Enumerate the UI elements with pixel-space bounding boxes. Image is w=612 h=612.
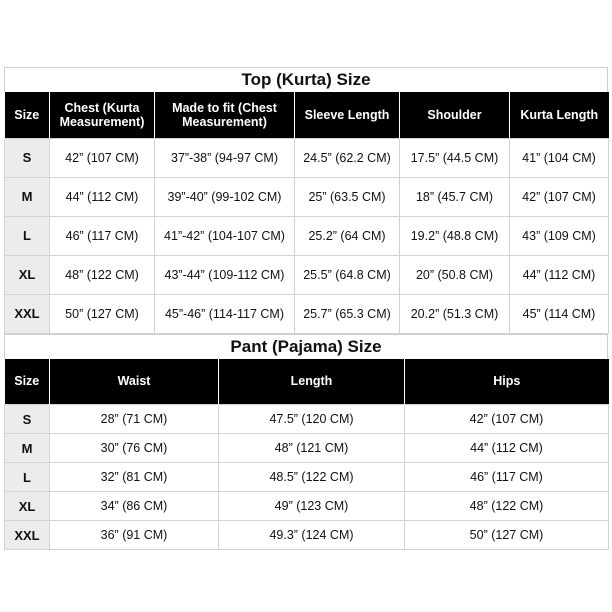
table-row	[5, 521, 609, 550]
size-chart	[4, 67, 608, 550]
measurement-cell: 43”-44” (109-112 CM)	[155, 255, 295, 294]
measurement-cell: 24.5” (62.2 CM)	[295, 138, 400, 177]
measurement-cell: 47.5” (120 CM)	[219, 405, 405, 434]
size-label-cell: L	[5, 463, 50, 492]
measurement-cell: 48.5” (122 CM)	[219, 463, 405, 492]
measurement-cell: 42” (107 CM)	[405, 405, 609, 434]
measurement-cell: 50” (127 CM)	[50, 294, 155, 333]
measurement-cell: 20” (50.8 CM)	[400, 255, 510, 294]
measurement-cell: 20.2” (51.3 CM)	[400, 294, 510, 333]
measurement-cell: 45”-46” (114-117 CM)	[155, 294, 295, 333]
measurement-cell: 36” (91 CM)	[50, 521, 219, 550]
top-header-row	[5, 92, 609, 138]
measurement-cell: 42” (107 CM)	[510, 177, 609, 216]
pant-table-body	[5, 405, 609, 550]
top-header-sleeve-length: Sleeve Length	[295, 92, 400, 138]
pant-header-length: Length	[219, 359, 405, 405]
measurement-cell: 45” (114 CM)	[510, 294, 609, 333]
measurement-cell: 19.2” (48.8 CM)	[400, 216, 510, 255]
top-size-table	[4, 92, 609, 334]
measurement-cell: 48” (121 CM)	[219, 434, 405, 463]
size-label-cell: L	[5, 216, 50, 255]
size-label-cell: S	[5, 138, 50, 177]
table-row	[5, 216, 609, 255]
top-header-made-to-fit: Made to fit (Chest Measurement)	[155, 92, 295, 138]
measurement-cell: 39”-40” (99-102 CM)	[155, 177, 295, 216]
size-label-cell: XXL	[5, 521, 50, 550]
measurement-cell: 49.3” (124 CM)	[219, 521, 405, 550]
measurement-cell: 25” (63.5 CM)	[295, 177, 400, 216]
measurement-cell: 50” (127 CM)	[405, 521, 609, 550]
measurement-cell: 25.7” (65.3 CM)	[295, 294, 400, 333]
table-row	[5, 294, 609, 333]
measurement-cell: 48” (122 CM)	[405, 492, 609, 521]
size-label-cell: XL	[5, 255, 50, 294]
table-row	[5, 138, 609, 177]
measurement-cell: 28” (71 CM)	[50, 405, 219, 434]
table-row	[5, 177, 609, 216]
measurement-cell: 30” (76 CM)	[50, 434, 219, 463]
measurement-cell: 37”-38” (94-97 CM)	[155, 138, 295, 177]
size-label-cell: S	[5, 405, 50, 434]
measurement-cell: 44” (112 CM)	[510, 255, 609, 294]
measurement-cell: 34” (86 CM)	[50, 492, 219, 521]
top-header-chest: Chest (Kurta Measurement)	[50, 92, 155, 138]
measurement-cell: 42” (107 CM)	[50, 138, 155, 177]
table-row	[5, 255, 609, 294]
pant-header-row	[5, 359, 609, 405]
measurement-cell: 43” (109 CM)	[510, 216, 609, 255]
measurement-cell: 41” (104 CM)	[510, 138, 609, 177]
measurement-cell: 25.5” (64.8 CM)	[295, 255, 400, 294]
size-label-cell: XL	[5, 492, 50, 521]
size-label-cell: M	[5, 177, 50, 216]
pant-header-waist: Waist	[50, 359, 219, 405]
top-header-kurta-length: Kurta Length	[510, 92, 609, 138]
table-row	[5, 434, 609, 463]
measurement-cell: 46” (117 CM)	[405, 463, 609, 492]
measurement-cell: 25.2” (64 CM)	[295, 216, 400, 255]
size-label-cell: M	[5, 434, 50, 463]
measurement-cell: 46” (117 CM)	[50, 216, 155, 255]
top-header-size: Size	[5, 92, 50, 138]
measurement-cell: 32” (81 CM)	[50, 463, 219, 492]
size-label-cell: XXL	[5, 294, 50, 333]
pant-size-title: Pant (Pajama) Size	[4, 334, 608, 359]
measurement-cell: 44” (112 CM)	[405, 434, 609, 463]
measurement-cell: 44” (112 CM)	[50, 177, 155, 216]
measurement-cell: 41”-42” (104-107 CM)	[155, 216, 295, 255]
measurement-cell: 48” (122 CM)	[50, 255, 155, 294]
table-row	[5, 492, 609, 521]
table-row	[5, 463, 609, 492]
measurement-cell: 49” (123 CM)	[219, 492, 405, 521]
measurement-cell: 17.5” (44.5 CM)	[400, 138, 510, 177]
top-size-title: Top (Kurta) Size	[4, 67, 608, 92]
measurement-cell: 18” (45.7 CM)	[400, 177, 510, 216]
pant-size-table	[4, 359, 609, 551]
pant-header-hips: Hips	[405, 359, 609, 405]
top-table-body	[5, 138, 609, 333]
top-header-shoulder: Shoulder	[400, 92, 510, 138]
table-row	[5, 405, 609, 434]
pant-header-size: Size	[5, 359, 50, 405]
